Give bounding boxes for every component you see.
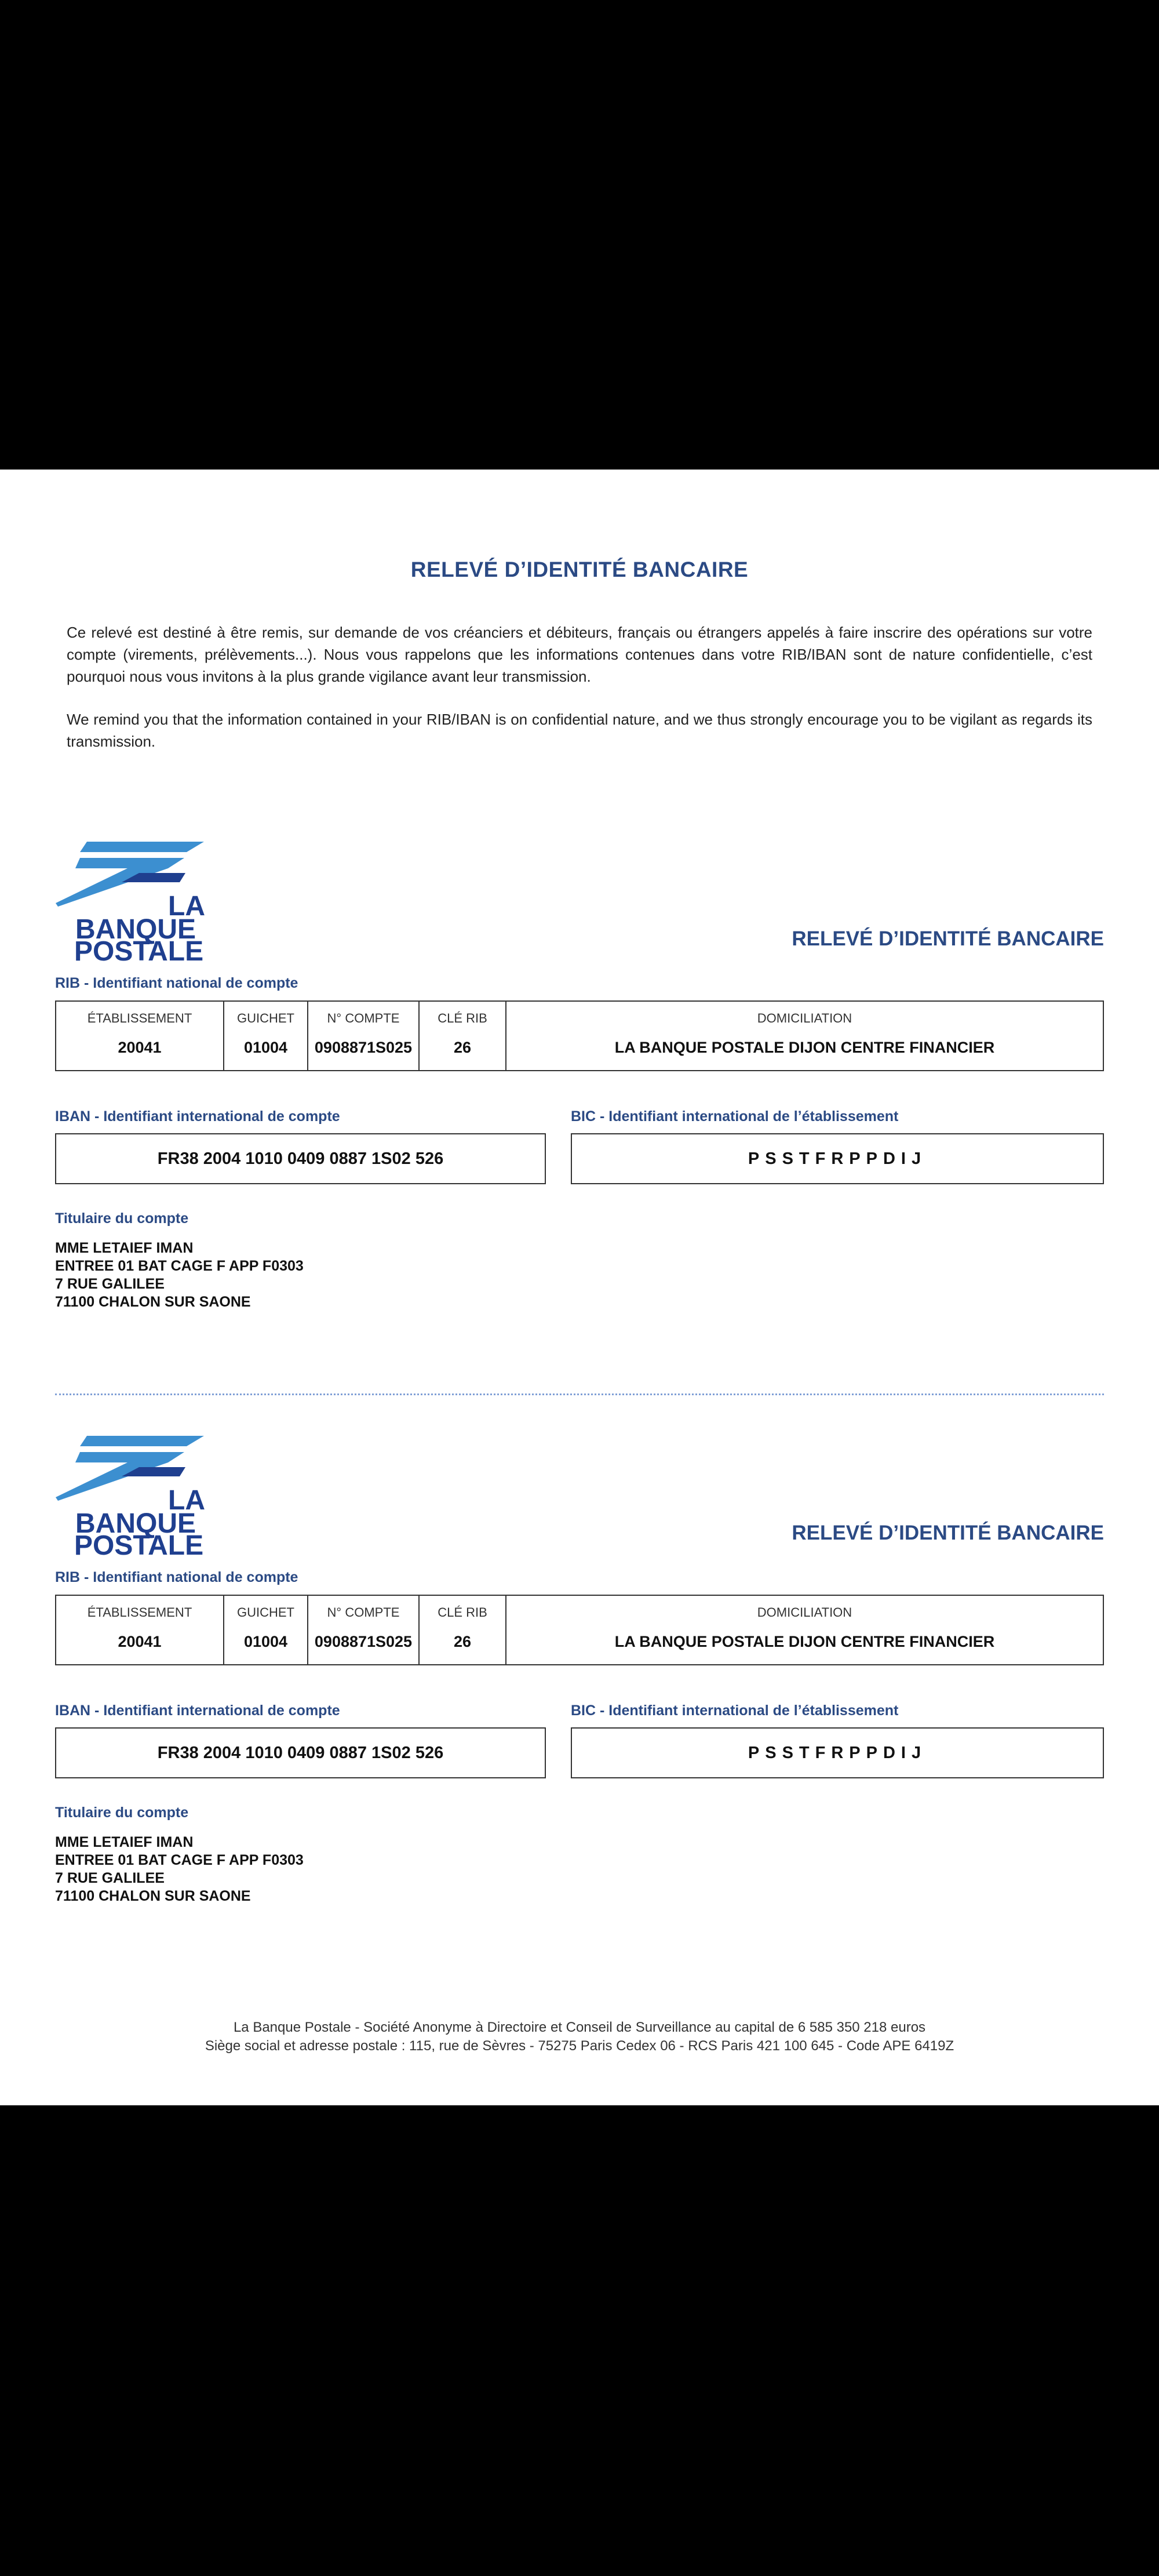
holder-line: ENTREE 01 BAT CAGE F APP F0303: [55, 1258, 304, 1274]
compte-header: N° COMPTE: [327, 1605, 400, 1620]
compte-value: 0908871S025: [314, 1633, 413, 1650]
iban-value: FR38 2004 1010 0409 0887 1S02 526: [55, 1133, 546, 1184]
guichet-header: GUICHET: [237, 1605, 294, 1620]
guichet-cell: [224, 1596, 308, 1664]
cle-value: 26: [453, 1633, 472, 1650]
holder-line: 71100 CHALON SUR SAONE: [55, 1294, 251, 1310]
guichet-cell: [224, 1002, 308, 1070]
cle-header: CLÉ RIB: [438, 1011, 487, 1025]
holder-line: 7 RUE GALILEE: [55, 1870, 165, 1886]
intro-french: Ce relevé est destiné à être remis, sur demande de vos créanciers et débiteurs, français ou étrangers appelés à faire inscrire des opérations sur votre compte (virements, prélèvements...). Nous vous rappelons que les informations contenues dans votre RIB/IBAN sont de nature confidentielle, c’est pourquoi nous vous invitons à la plus grande vigilance avant leur transmission.: [67, 624, 1092, 685]
holder-line: 7 RUE GALILEE: [55, 1276, 165, 1292]
etablissement-header: ÉTABLISSEMENT: [87, 1011, 192, 1025]
etablissement-value: 20041: [118, 1633, 162, 1650]
rib-card-1: [0, 841, 1159, 1339]
intro-english: We remind you that the information contained in your RIB/IBAN is on confidential nature, and we thus strongly encourage you to be vigilant as regards its transmission.: [67, 711, 1092, 750]
logo-text-postale: POSTALE: [74, 1530, 204, 1561]
compte-header: N° COMPTE: [327, 1011, 400, 1025]
holder-line: ENTREE 01 BAT CAGE F APP F0303: [55, 1852, 304, 1868]
footer-line-1: La Banque Postale - Société Anonyme à Directoire et Conseil de Surveillance au capital de 6 585 350 218 euros: [233, 2020, 926, 2035]
logo-text-banque: BANQUE: [75, 914, 196, 945]
holder-label: Titulaire du compte: [55, 1804, 189, 1821]
guichet-value: 01004: [243, 1633, 288, 1650]
cle-cell: [420, 1596, 506, 1664]
rib-table: [55, 1595, 1104, 1665]
card-title: RELEVÉ D’IDENTITÉ BANCAIRE: [792, 1522, 1104, 1544]
rib-table: [55, 1000, 1104, 1071]
logo-text-banque: BANQUE: [75, 1508, 196, 1539]
logo-text-postale: POSTALE: [74, 936, 204, 967]
guichet-value: 01004: [243, 1039, 288, 1056]
domiciliation-header: DOMICILIATION: [757, 1605, 852, 1620]
iban-value: FR38 2004 1010 0409 0887 1S02 526: [55, 1727, 546, 1778]
holder-line: 71100 CHALON SUR SAONE: [55, 1888, 251, 1904]
bic-label: BIC - Identifiant international de l’établissement: [571, 1108, 899, 1125]
compte-cell: [308, 1596, 420, 1664]
compte-cell: [308, 1002, 420, 1070]
etablissement-value: 20041: [118, 1039, 162, 1056]
cut-line-separator: [55, 1393, 1104, 1395]
document-page: [0, 470, 1159, 2105]
domiciliation-value: LA BANQUE POSTALE DIJON CENTRE FINANCIER: [614, 1633, 995, 1650]
logo-text-la: LA: [168, 891, 205, 922]
legal-footer: [0, 2018, 1159, 2055]
footer-line-2: Siège social et adresse postale : 115, rue de Sèvres - 75275 Paris Cedex 06 - RCS Paris 421 100 645 - Code APE 6419Z: [205, 2038, 954, 2054]
domiciliation-header: DOMICILIATION: [757, 1011, 852, 1025]
holder-line: MME LETAIEF IMAN: [55, 1834, 194, 1850]
banque-postale-logo: [52, 1435, 226, 1562]
cle-header: CLÉ RIB: [438, 1605, 487, 1620]
page-title: RELEVÉ D’IDENTITÉ BANCAIRE: [410, 558, 749, 581]
domiciliation-value: LA BANQUE POSTALE DIJON CENTRE FINANCIER: [614, 1039, 995, 1056]
rib-card-2: [0, 1435, 1159, 1933]
holder-line: MME LETAIEF IMAN: [55, 1240, 194, 1256]
card-title: RELEVÉ D’IDENTITÉ BANCAIRE: [792, 927, 1104, 950]
etablissement-cell: [56, 1002, 224, 1070]
holder-address: [55, 1239, 304, 1311]
rib-label: RIB - Identifiant national de compte: [55, 975, 298, 991]
holder-label: Titulaire du compte: [55, 1210, 189, 1227]
cle-cell: [420, 1002, 506, 1070]
iban-label: IBAN - Identifiant international de compte: [55, 1702, 340, 1719]
holder-address: [55, 1833, 304, 1905]
logo-text-la: LA: [168, 1485, 205, 1516]
banque-postale-logo: [52, 841, 226, 968]
etablissement-header: ÉTABLISSEMENT: [87, 1605, 192, 1620]
cle-value: 26: [453, 1039, 472, 1056]
rib-label: RIB - Identifiant national de compte: [55, 1569, 298, 1585]
bic-label: BIC - Identifiant international de l’établissement: [571, 1702, 899, 1719]
bic-value: PSSTFRPPDIJ: [571, 1133, 1104, 1184]
compte-value: 0908871S025: [314, 1039, 413, 1056]
etablissement-cell: [56, 1596, 224, 1664]
bic-value: PSSTFRPPDIJ: [571, 1727, 1104, 1778]
domiciliation-cell: [506, 1002, 1103, 1070]
iban-label: IBAN - Identifiant international de compte: [55, 1108, 340, 1125]
domiciliation-cell: [506, 1596, 1103, 1664]
guichet-header: GUICHET: [237, 1011, 294, 1025]
